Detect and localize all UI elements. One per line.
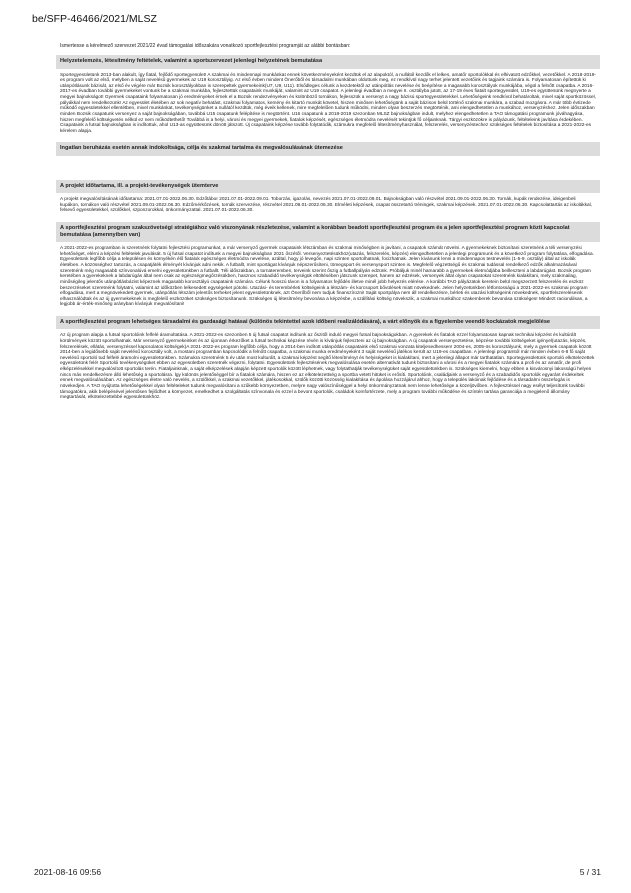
document-reference: be/SFP-46466/2021/MLSZ (32, 13, 157, 25)
section-real-estate-investment (56, 142, 600, 173)
section-title: A sportfejlesztési program szakszövetségi stratégiához való viszonyának részletezése, valamint a korábban beadott sportfejlesztési program és a jelen sportfejlesztési program közti kapcsolat bemutatása (amennyiben van) (56, 222, 600, 242)
section-body: Sportegyesületünk 2013-ban alakult, így fiatal, fejlődő sportegyesület! A szakmai és mindennapi munkánkat ennek következményeként kezdtük el az alapoktól, a nullától kezdők el lelkes, amatőr sportolókkal és elhivatott edzőkkel, vezetőkkel. A 2018-2019-es program volt az első, melyben a saját nevelésű gyermekek az U19 korosztályig. Az első évben mindent Önerőből és társadalmi munkában oldottunk meg, ez rendkívül nagy terhet jelentett vezetőink és tagjaink számára is. Folyamatosan építettük ki utánpótlásunk bázisát, az első év végére már Bozsik korosztályokban is szerepeltek gyermekeink(U7, U9, U11). Elsődleges célunk a kezdetektől az utánpótlás nevelése és beépítése a magasabb korosztályok munkájába, végül a felnőtt csapatba. A 2016-2017-es évadban további gyermekeket vontunk be a szakmai munkába, fejlesztettük csapataink munkáját, valamint az U19 csapatot. A jelenlegi évadban a megyei II. osztályba jutott, az 17-19 éves fiatalt sportegyesület, U19-es együttesünk megnyerte a megyei bajnokságot! Gyermek csapataink folyamatosan jó eredményeket érnek el a Bozsik rendezvényeken és különböző tornákon, fejlesszük a versenyt a nagy bázisú sportegyesületekkel. Lehetőségeink rendkívül behatároltak, mivel saját sportközössel, pályákkal nem rendelkezünk! Az egyesület életében az sok negatív behatást, szakmai folyamatos, kemény és kitartó munkát követel, hiszen minősen lehetőségünk a saját bázison belül történő szakmai munkára, a szabad mozgásra. A már több évtizede működő egyesületekkel ellentétben, mivel munkánkat, tevékenységünket a nullától kezdtük, még éveik kellenek, mire megfelelően tudunk működni, minden olyan beszerzés megtörténik, ami elengedhetetlen a munkához, versenyzéshez. Jelen időszakban minden Bozsik csapatunk versenyez a saját bajnokságában, továbbá U15 csapatunk felépítése is megtörtént. U16 csapatunk a 2018-2019 szezonban MLSZ bajnokságban indult, melyhez elengedhetetlen a TAO támogatási programunk jóváhagyása, hiszen megfelelő költségvetés nélkül ez nem működtethető! Továbbá is a helyi, városi és megyei gyermekek, fiatalok képzését, egészséges életmódra nevelését tekintjük fő céljainknak. Tárgyi eszközökre is pályázunk, feltételeink javítása érdekében. Csapataink a futsal bajnokságban is indítottuk, ahol U13-as együttesünk dönött játszott. Új csapataink képzése tovább folytatódik, számukra megfelelő létesítményhasználat, felszerelés, versenyzéstechez szükséges feltételek biztosítása a 2021-2022-es kérelem alapja. (60, 72, 597, 134)
section-body: A projekt megvalósításának időtartama: 2021.07.01-2022.06.30. Edzőtábor 2021.07.01-2022.09.01. Toborzás, igazolás, nevezés 2021.07.01-2022.09.01. Bajnokságban való részvétel 2021.09.01-2022.06.30. Tornák, kupák rendezése, ideigenbeli kupákon, tornákon való részvétel 2021.09.01-2022.06.30. Edzőmérkőzések, tornák szervezése, részvétel 2021.09.01-2022.06.30. Elméleti képzések, csapat összetartó tréningek, szakmai képzések. 2021.07.01-2022.06.30. Kapcsolattartás az iskolákkal, felsevő egyesületekkel, szülőkkel, szponzorokkal, önkormányzattal. 2021.07.01-2022.06.30. (60, 196, 593, 214)
section-strategy-relation (56, 222, 600, 310)
section-title: A projekt időtartama, ill. a projekt-tevékenységek ütemterve (56, 180, 600, 193)
section-title: Ingatlan beruházás esetén annak indokoltsága, célja és szakmai tartalma és megvalósulásának ütemezése (56, 142, 600, 155)
intro-text: Ismertesse a kérelmező szervezet 2021/22 évad támogatási időszakára vonatkozó sportfejlesztési programját az alábbi bontásban: (60, 43, 351, 49)
footer-page-number: 5 / 31 (579, 867, 601, 877)
section-situation-analysis (56, 55, 600, 136)
section-body (56, 156, 600, 174)
section-title: Helyzetelemzés, létesítmény feltételek, valamint a sportszervezet jelenlegi helyzetének bemutatása (56, 55, 600, 68)
section-body: Az új program alapja a futsal sportolóink felfelé áramoltatása. A 2021-2022-es szezonben 5 új futsal csapatot indítunk az őszitől induló megyei futsal bajnokságokban. A gyerekek és fiatalok ezzel folyamatosan kapnak technikai képzést és kultúrált körülmények között sportolhatnak. Már versenyző gyermekeinket és az újonnan érkezőket a futsal technikai képzése révén is kívánjuk fejleszteni az új bajnokságban. A új csapatok versenyeztetése, képzése további költségeket igényel(utazás, képzés, felszerelések, ellátás, versenyzéssel kapcsolatos költségek)A 2021-2022-es program legfőbb célja, hogy a 2014-ben indított utánpótlás csapataink első szakmai vonzata kiteljesedhessen! 2004-es, 2005-ös korosztályunk, mely a gyermek csapatok között 2014-ben a legidősebb saját nevelésű korosztály volt, a mostani programban kapcsolódik a felnőtt csapatba, a szakmai munka eredményeként 3 saját nevelésű játékos került az U19-es csapatban. A jelenlegi programtól már minden évben 6-8 fő saját nevelésű sportoló tud felfelé áramolni egyesületünkben. Számukra szeretnénk 5 év után most kulturált, a szakmai képzést segítő létesítményt és helyiségeket is kialakítani, mert a jelenlegi állapot már tarthatatlan. Sportegyesületünk sportoló elkötelezettek egyesületünk felé! Sportolói tevékenységüket ebben az egyesületben szeretnék végezni, folytatni. Egyesületünk fejlesztésének megvalósulása esetén alternatívát tudunk biztosítani a városi és a megyei fiatalok számára a profi és az amatőr, de profi elképzelésekkel megvalósított sportolás terén. Fiataljainknak, a saját elképzelések alapján képzett sportolók között léphetnek, vagy folytathatják tevékenységüket saját egyesületünkben is. Szükséges kiemelni, hogy ebben a kisvárosnyi lakosságú helyen nincs más rendelkezésre álló lehetőség a sportolásra. Így különös jelentőséggel bír a fiatalok számára, hiszen ez az elkötelezettség a sportba vetett hitüket is erősíti. Sportolóink, családjaink a versenyző és a szabadidős sportolók egyaránt érdekeltek ennek megvalósulásában. Az egészséges életre való nevelés, a szülőkkel, a szakmai vezetőkkel, játékosokkal, szülők közötti közösség kialakítása és ápolása hozzájárul ahhoz, hogy a település lakóinak fejlődése és a társadalmi összefogás is növekedjen. A TAO nyújtotta lehetőségekkel olyan feltételeket tudunk megvalósítani a szűkebb környezetben, melyre nagy valószínűséggel a helyi önkormányzatnak nem lenne lehetősége a közeljövőben. A fejlesztéssel nagy esélyt teljesítünk további támogatókra, akik belépésével jelentősen fejlődhet a környezet, emelkedhet a szolgáltatás színvonala és ezzel a bevont sportolók, családok komfortérzete, mely a program további működése és színtén tartása garanciája a megjelenő állomány megtartását, elkötelezettebbé egyesületünkhöz. (60, 333, 595, 401)
document-body (56, 43, 600, 409)
section-project-timeline (56, 180, 600, 216)
section-body: A 2021-2022-es programban is szeretnénk folytatni fejlesztési programunkat, a már versenyző gyermek csapataink létszámban és szakmai minőségben is javítani, a csapatok számát növelni. A gyermekeknek biztosítani szeretnénk a téli versenyzési lehetőséget, elérni a képzési feltételek javulását. 5 új futsal csapatot indítunk a megyei bajnokságban 2021 őszétől. Versenyeztetésükhöz(utazás, felszerelés, képzés) elengedhetetlen a jelenlegi programunk és a következő program folytatása, elfogadása. Egyesületünk legfőbb célja a településen és környékén élő fiatalok egészséges életmódra nevelése, azáltal, hogy jó levegőn, napi szinten sportolhatnak, focizhatnak. Jelen kivánunk lenni a mindennapos testnevelés (1-5-9. osztály) által az iskolák életében. A közösséghez tartozás, a csapatjáték élményét kívánjuk adni nekik. A futballt, mint sportágat kívánjuk népszerűsíteni, tömegsport és versenysport szinten is. Megfelelő végzettségű és szakmai tudással rendelkező edzők alkalmazásával szeretnénk még magasabb színvonalúvá emelni egyesületünkben a futballt. Téli időszakban, a tornateremben, terveink szerint őszig a futballpályán edzünk. Próbáljuk minél hamarabb a gyermekek életmódjába beilleszteni a labdarúgást. Bozsik program keretében a gyerekeknek a labdarúgás által nem csak az egészségmegőrzésükben, hasznos szabadidő tevékenységük eltöltésében játszunk szerepet, hanem az edzések, versenyek által olyan csapatokat szeretnénk kialakítani, mely szakmailag, minőségileg jelentős utánpótlásbázist képeznek magasabb korosztályú csapataink számára. Célunk hosszú távon is a folyamatos fejlődés illetve minél jobb helyezés elérése. A korábbi TAO pályázatok keretein belül megszerzett felszerelés és eszköz beszerzéseket szeretnénk folytatni, valamint az időközben lelkesedett egységeket pótolni. Utazási- és terembérleti költségeink a létszám- és korcsoport bővülések miatt növekednek. Jelen helyzetünkben létfontosságú a 2021-2022-es szakmai program elfogadása, mert a megnövekedett gyermek, utánpótlás létszám jelentős terheket jelent egyesületünknek, azt Önerőből nem tudjuk finanszírozni! Saját sportpálya nem áll rendelkezésre, bérleti és utazási költségeink növekednek, sportfelszereléseink elhasználódtak és az új gyermekeknek is megfelelő eszközöket szükséges biztosítanunk. Szükséges új létesítmény bevonása a képzésbe, a szállítási költség növekszik, a szakmai munkához szakemberek bevonása szükséges! Mindezt racionálisan, a legjobb ár-érték-minőség arányban kívánjuk megvalósítani! (60, 246, 594, 308)
section-social-economic-impact (56, 316, 600, 403)
footer-timestamp: 2021-08-16 09:56 (34, 867, 102, 877)
section-title: A sportfejlesztési program lehetséges társadalmi és gazdasági hatásai (különös tekintettel azok időbeni realizálódására), a várt előnyök és a figyelembe veendő kockázatok megjelölése (56, 316, 600, 329)
